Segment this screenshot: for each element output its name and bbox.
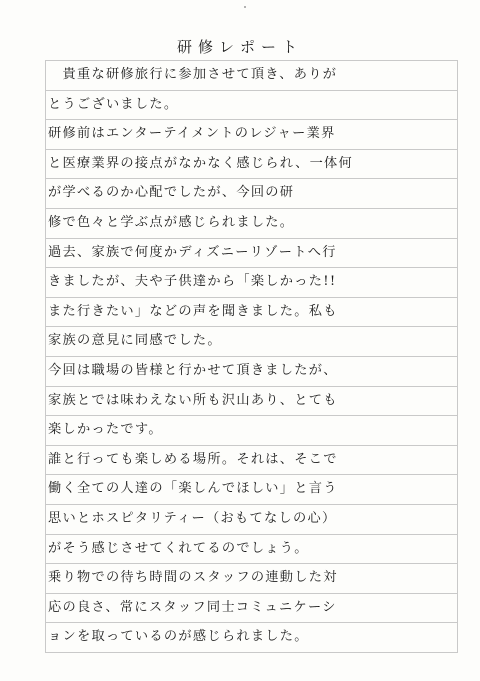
handwritten-row: 修で色々と学ぶ点が感じられました。 — [48, 215, 295, 230]
ruled-line — [45, 534, 458, 535]
handwritten-row: 応の良さ、常にスタッフ同士コミュニケーシ — [48, 599, 337, 615]
ruled-line — [45, 622, 458, 623]
handwritten-row: 今回は職場の皆様と行かせて頂きましたが、 — [48, 363, 338, 378]
handwritten-row: 貴重な研修旅行に参加させて頂き、ありが — [48, 67, 338, 82]
handwritten-row: 研修前はエンターテイメントのレジャー業界 — [48, 126, 336, 142]
ruled-line — [45, 267, 458, 268]
ruled-line — [45, 149, 458, 150]
handwritten-row: 乗り物での待ち時間のスタッフの連動した対 — [48, 570, 338, 586]
handwritten-row: がそう感じさせてくれてるのでしょう。 — [48, 540, 309, 556]
ruled-line — [45, 60, 458, 61]
ruled-line — [45, 297, 458, 298]
ruled-line — [45, 652, 458, 653]
ruled-line — [45, 504, 458, 505]
ruled-line — [45, 326, 458, 327]
report-title: 研修レポート — [176, 38, 303, 56]
paper-dot — [244, 6, 246, 8]
ruled-line — [45, 238, 458, 239]
ruled-line — [45, 178, 458, 179]
handwritten-row: 働く全ての人達の「楽しんでほしい」と言う — [48, 481, 338, 497]
ruled-line — [45, 386, 458, 387]
handwritten-row: また行きたい」などの声を聞きました。私も — [48, 303, 338, 319]
corner-mark — [30, 659, 36, 668]
handwritten-row: が学べるのか心配でしたが、今回の研 — [48, 185, 295, 201]
handwritten-row: 楽しかったです。 — [48, 422, 163, 438]
ruled-line — [45, 593, 458, 594]
handwritten-row: 過去、家族で何度かディズニーリゾートへ行 — [48, 244, 337, 260]
handwritten-row: とうございました。 — [48, 96, 179, 112]
ruled-line — [45, 208, 458, 209]
ruled-line — [45, 563, 458, 564]
ruled-line — [45, 445, 458, 446]
handwritten-row: 家族とでは味わえない所も沢山あり、とても — [48, 392, 338, 408]
handwritten-row: 家族の意見に同感でした。 — [48, 333, 222, 349]
handwritten-row: 誰と行っても楽しめる場所。それは、そこで — [48, 451, 338, 467]
handwritten-row: と医療業界の接点がなかなく感じられ、一体何 — [48, 155, 354, 171]
ruled-line — [45, 474, 458, 475]
ruled-line — [45, 415, 458, 416]
ruled-writing-area — [45, 60, 458, 652]
ruled-line — [45, 90, 458, 91]
ruled-line — [45, 356, 458, 357]
ruled-line — [45, 119, 458, 120]
handwritten-row: ョンを取っているのが感じられました。 — [48, 629, 309, 645]
handwritten-row: 思いとホスピタリティー（おもてなしの心） — [48, 511, 337, 526]
handwritten-row: きましたが、夫や子供達から「楽しかった!! — [48, 274, 337, 290]
